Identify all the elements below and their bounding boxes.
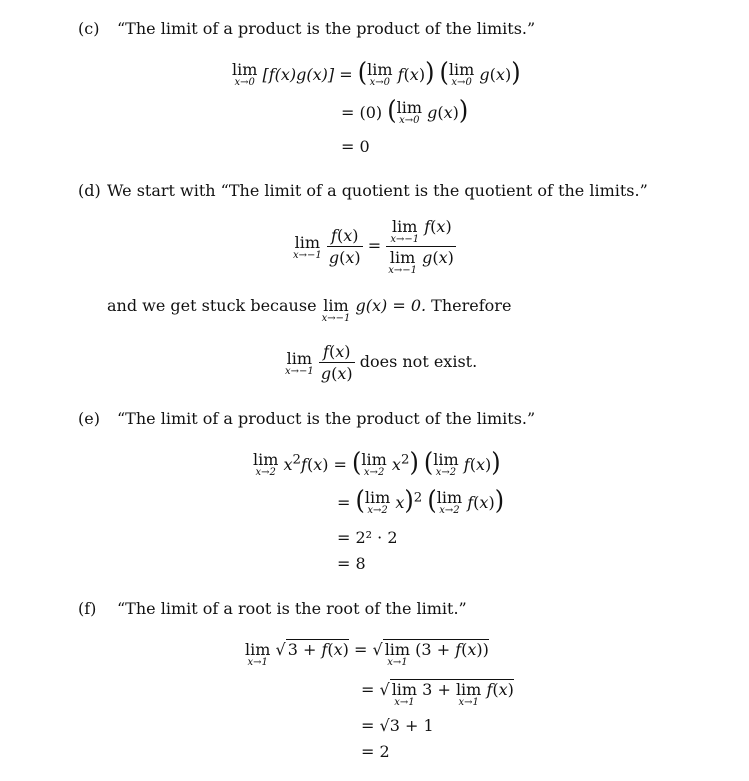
lim-text: lim (232, 60, 258, 79)
d-dne-text: does not exist. (359, 352, 478, 371)
d-stuck-line: and we get stuck because lim x→−1 g(x) = 0. Therefore (107, 296, 512, 324)
part-c-label: (c) (78, 19, 100, 38)
d-quotient-equation: lim x→−1 $\frac{f(x)}{g(x)}$ = lim x→−1 f(x) lim x→−1 g(x) (293, 217, 454, 276)
d-dne-equation: lim x→−1 $\frac{f(x)}{g(x)}$ does not exist. (285, 342, 478, 383)
e-equation-line1: lim x→2 $x^2f(x)$ = ( lim x→2 $x^2$) ( lim x→2 f(x)) (253, 446, 501, 478)
part-c-quote: “The limit of a product is the product of the limits.” (117, 19, 536, 38)
part-f-label: (f) (78, 599, 97, 618)
c-equation-line3: = 0 (341, 137, 370, 156)
d-eq0: g(x) = 0. (355, 296, 427, 315)
e-equation-line3: = 2² · 2 (337, 528, 398, 547)
part-e-quote: “The limit of a product is the product of the limits.” (117, 409, 536, 428)
c-equation-line2: = (0) ( lim x→0 g(x)) (341, 94, 469, 126)
f-equation-line3: = √3 + 1 (361, 716, 434, 735)
f-equation-line1: lim x→1 √ 3 + f(x) = √ lim x→1 (3 + f(x)) (245, 640, 489, 668)
part-d-label: (d) (78, 181, 101, 200)
c-zero: (0) (359, 103, 383, 122)
f-equation-line4: = 2 (361, 742, 390, 761)
c-lhs: [f(x)g(x)] (262, 65, 335, 84)
f-equation-line2: = √ lim x→1 3 + lim x→1 f(x) (361, 680, 514, 708)
d-therefore: Therefore (431, 296, 512, 315)
d-stuck-text: and we get stuck because (107, 296, 317, 315)
e-equation-line2: = ( lim x→2 x)$^2$ ( lim x→2 f(x)) (337, 484, 505, 516)
part-d-intro: We start with “The limit of a quotient is the quotient of the limits.” (107, 181, 648, 200)
e-equation-line4: = 8 (337, 554, 366, 573)
c-equation-line1: lim x→0 [f(x)g(x)] = ( lim x→0 f(x)) ( lim x→0 g(x)) (232, 56, 521, 88)
part-e-label: (e) (78, 409, 100, 428)
part-f-quote: “The limit of a root is the root of the limit.” (117, 599, 467, 618)
